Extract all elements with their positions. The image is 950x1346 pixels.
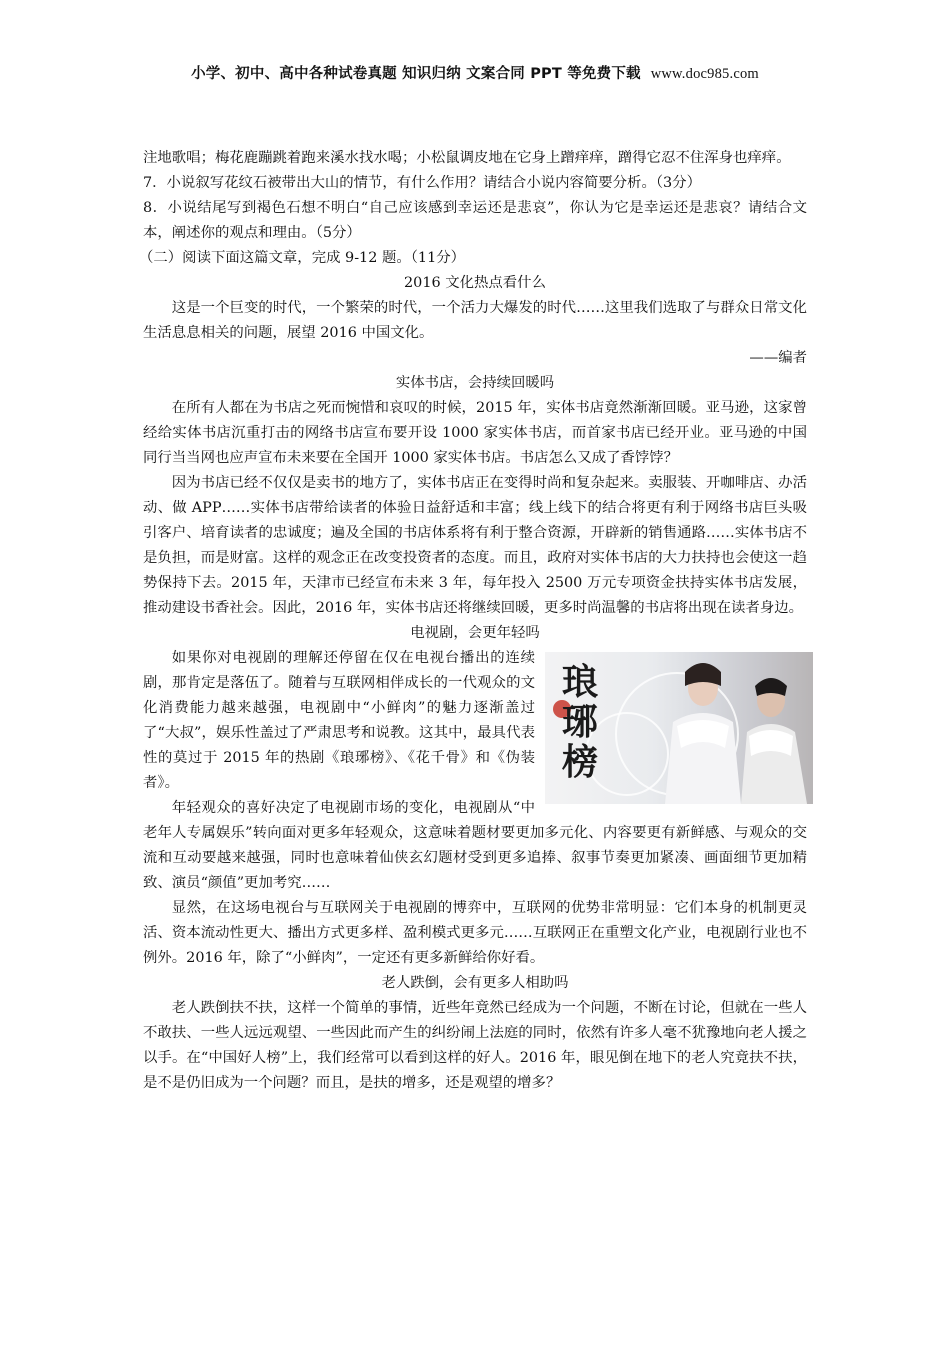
section-2-title: 电视剧，会更年轻吗	[410, 625, 540, 641]
document-body	[139, 146, 807, 1096]
section-2-paragraph-3: 显然，在这场电视台与互联网关于电视剧的博弈中，互联网的优势非常明显：它们本身的机制更灵活、资本流动性更大、播出方式更多样、盈利模式更多元……互联网正在重塑文化产业，电视剧行业也不例外。2016 年，除了“小鲜肉”，一定还有更多新鲜给你好看。	[143, 900, 807, 966]
article-title: 2016 文化热点看什么	[404, 275, 546, 291]
story-continuation: 注地歌唱；梅花鹿蹦跳着跑来溪水找水喝；小松鼠调皮地在它身上蹭痒痒，蹭得它忍不住浑身也痒痒。	[143, 150, 791, 166]
header-url[interactable]: www.doc985.com	[650, 66, 759, 82]
section-1-title: 实体书店，会持续回暖吗	[395, 375, 555, 391]
page-header	[0, 62, 950, 83]
section-1-paragraph-1: 在所有人都在为书店之死而惋惜和哀叹的时候，2015 年，实体书店竟然渐渐回暖。亚马逊，这家曾经给实体书店沉重打击的网络书店宣布要开设 1000 家实体书店，而首家书店已经开业。亚马逊的中国同行当当网也应声宣布未来要在全国开 1000 家实体书店。书店怎么又成了香饽饽？	[143, 400, 807, 466]
editor-note: ——编者	[749, 350, 807, 366]
section-2-instruction: （二）阅读下面这篇文章，完成 9-12 题。（11分）	[139, 250, 466, 266]
drama-poster-image	[545, 652, 813, 804]
question-7: 7．小说叙写花纹石被带出大山的情节，有什么作用？请结合小说内容简要分析。（3分）	[143, 175, 701, 191]
section-1-paragraph-2: 因为书店已经不仅仅是卖书的地方了，实体书店正在变得时尚和复杂起来。卖服装、开咖啡店、办活动、做 APP……实体书店带给读者的体验日益舒适和丰富；线上线下的结合将更有利于网络书店巨头吸引客户、培育读者的忠诚度；遍及全国的书店体系将有利于整合资源，开辟新的销售通路……实体书店不是负担，而是财富。这样的观念正在改变投资者的态度。而且，政府对实体书店的大力扶持也会使这一趋势保持下去。2015 年，天津市已经宣布未来 3 年，每年投入 2500 万元专项资金扶持实体书店发展，推动建设书香社会。因此，2016 年，实体书店还将继续回暖，更多时尚温馨的书店将出现在读者身边。	[143, 475, 807, 616]
section-3-title: 老人跌倒，会有更多人相助吗	[381, 975, 569, 991]
section-2-paragraph-1: 如果你对电视剧的理解还停留在仅在电视台播出的连续剧，那肯定是落伍了。随着与互联网相伴成长的一代观众的文化消费能力越来越强，电视剧中“小鲜肉”的魅力逐渐盖过了“大叔”，娱乐性盖过了严肃思考和说教。这其中，最具代表性的莫过于 2015 年的热剧《琅琊榜》、《花千骨》和《伪装者》。	[143, 650, 535, 791]
section-3-paragraph-1: 老人跌倒扶不扶，这样一个简单的事情，近些年竟然已经成为一个问题，不断在讨论，但就在一些人不敢扶、一些人远远观望、一些因此而产生的纠纷闹上法庭的同时，依然有许多人毫不犹豫地向老人援之以手。在“中国好人榜”上，我们经常可以看到这样的好人。2016 年，眼见倒在地下的老人究竟扶不扶，是不是仍旧成为一个问题？而且，是扶的增多，还是观望的增多？	[143, 1000, 807, 1091]
article-intro: 这是一个巨变的时代，一个繁荣的时代，一个活力大爆发的时代……这里我们选取了与群众日常文化生活息息相关的问题，展望 2016 中国文化。	[143, 300, 807, 341]
poster-calligraphy: 琅琊榜	[561, 661, 598, 783]
header-text: 小学、初中、高中各种试卷真题 知识归纳 文案合同 PPT 等免费下载	[191, 66, 641, 82]
poster-figures	[545, 652, 813, 804]
section-2-paragraph-2: 年轻观众的喜好决定了电视剧市场的变化，电视剧从“中老年人专属娱乐”转向面对更多年轻观众，这意味着题材要更加多元化、内容要更有新鲜感、与观众的交流和互动要越来越强，同时也意味着仙侠玄幻题材受到更多追捧、叙事节奏更加紧凑、画面细节更加精致、演员“颜值”更加考究……	[143, 800, 807, 891]
question-8: 8．小说结尾写到褐色石想不明白“自己应该感到幸运还是悲哀”，你认为它是幸运还是悲哀？请结合文本，阐述你的观点和理由。（5分）	[143, 200, 807, 241]
